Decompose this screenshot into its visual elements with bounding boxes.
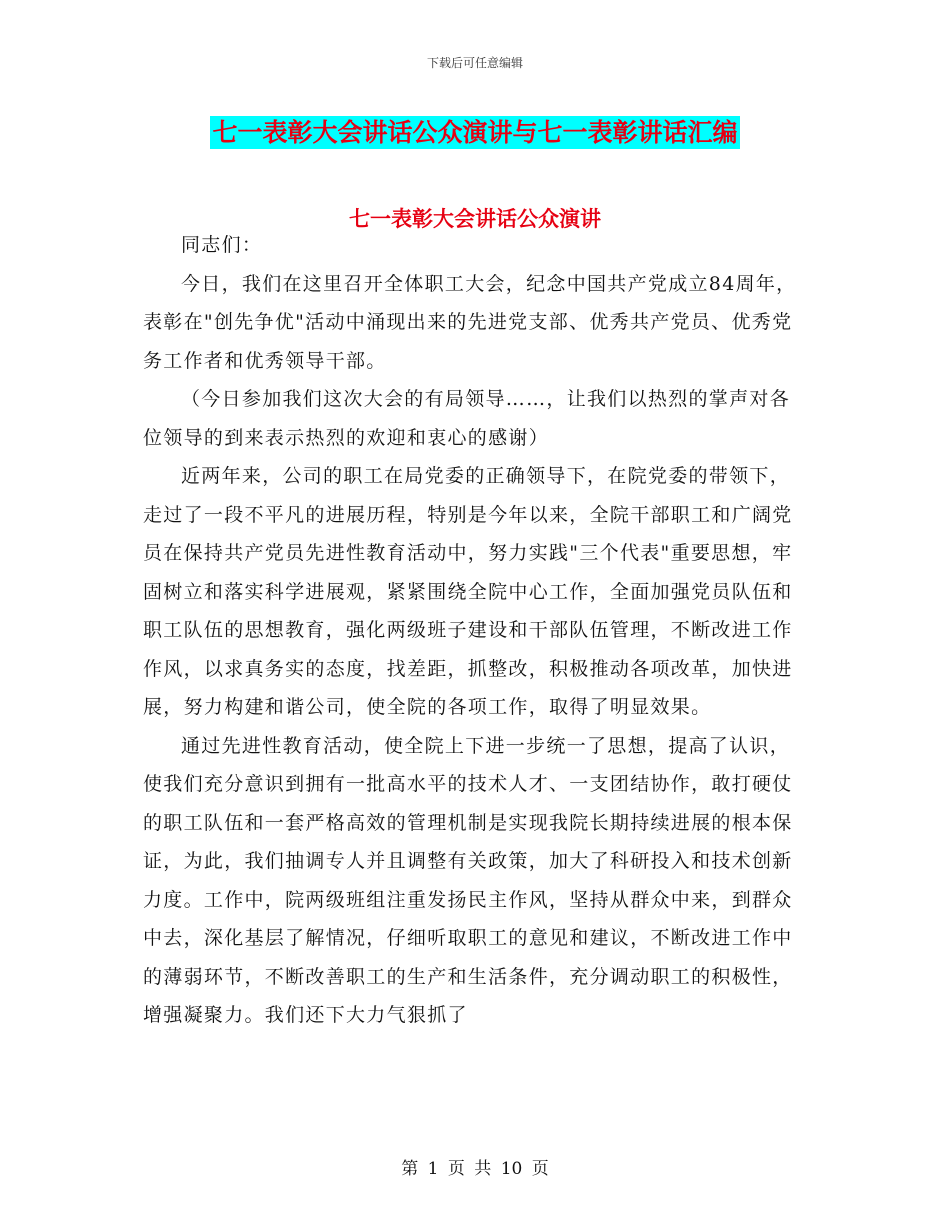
body-text bbox=[143, 226, 808, 1035]
section-title: 七一表彰大会讲话公众演讲 bbox=[349, 206, 601, 231]
document-title-text: 七一表彰大会讲话公众演讲与七一表彰讲话汇编 bbox=[212, 118, 738, 147]
document-title bbox=[0, 113, 950, 149]
header-note: 下载后可任意编辑 bbox=[426, 56, 523, 70]
page-footer: 第 1 页 共 10 页 bbox=[401, 1159, 549, 1179]
paragraph: 通过先进性教育活动，使全院上下进一步统一了思想，提高了认识，使我们充分意识到拥有一批高水平的技术人才、一支团结协作，敢打硬仗的职工队伍和一套严格高效的管理机制是实现我院长期持续进展的根本保证，为此，我们抽调专人并且调整有关政策，加大了科研投入和技术创新力度。工作中，院两级班组注重发扬民主作风，坚持从群众中来，到群众中去，深化基层了解情况，仔细听取职工的意见和建议，不断改进工作中的薄弱环节，不断改善职工的生产和生活条件，充分调动职工的积极性，增强凝聚力。我们还下大力气狠抓了 bbox=[143, 734, 793, 1026]
paragraph: 近两年来，公司的职工在局党委的正确领导下，在院党委的带领下，走过了一段不平凡的进展历程，特别是今年以来，全院干部职工和广阔党员在保持共产党员先进性教育活动中，努力实践"三个代表"重要思想，牢固树立和落实科学进展观，紧紧围绕全院中心工作，全面加强党员队伍和职工队伍的思想教育，强化两级班子建设和干部队伍管理，不断改进工作作风，以求真务实的态度，找差距，抓整改，积极推动各项改革，加快进展，努力构建和谐公司，使全院的各项工作，取得了明显效果。 bbox=[143, 465, 793, 718]
salutation: 同志们： bbox=[181, 234, 263, 256]
paragraph: 今日，我们在这里召开全体职工大会，纪念中国共产党成立84周年，表彰在"创先争优"活动中涌现出来的先进党支部、优秀共产党员、优秀党务工作者和优秀领导干部。 bbox=[143, 272, 797, 372]
paragraph: （今日参加我们这次大会的有局领导……，让我们以热烈的掌声对各位领导的到来表示热烈的欢迎和衷心的感谢） bbox=[143, 388, 791, 449]
